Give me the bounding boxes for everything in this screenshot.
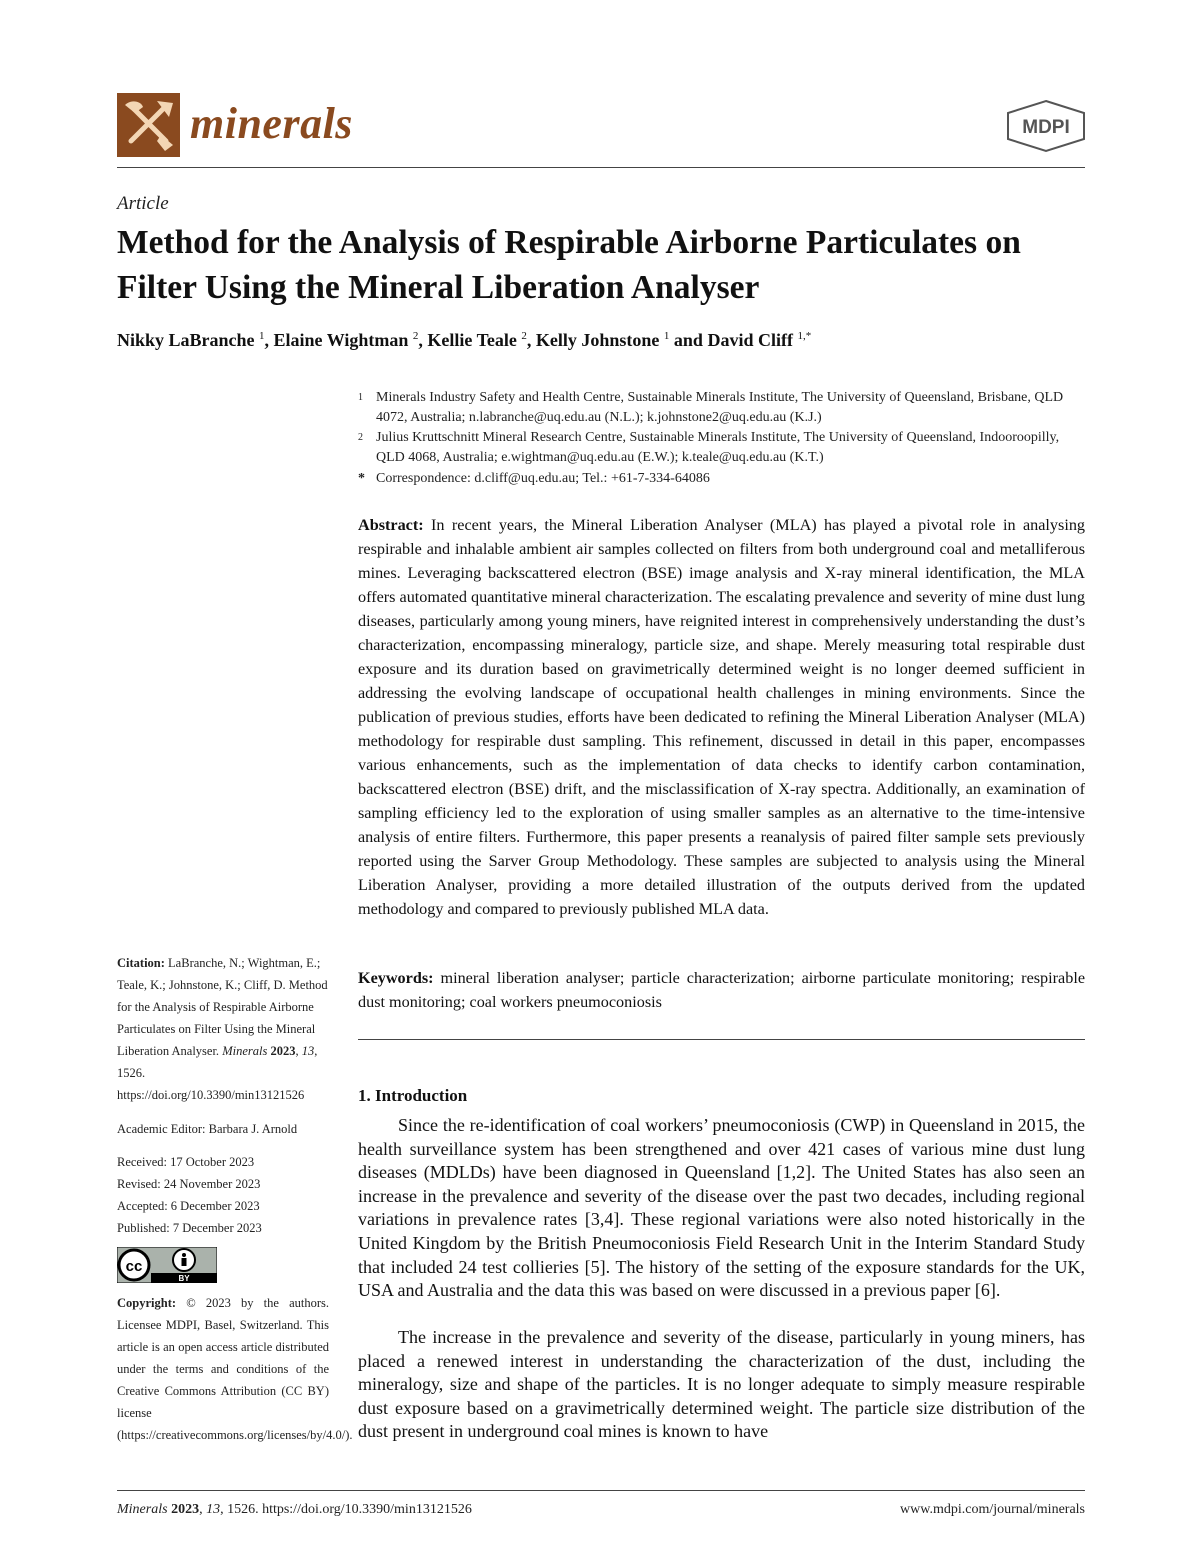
abstract [358, 513, 1085, 921]
date-received: Received: 17 October 2023 [117, 1155, 255, 1169]
correspondence-text: Correspondence: d.cliff@uq.edu.au; Tel.: +61-7-334-64086 [376, 471, 710, 486]
author-name: Kelly Johnstone [535, 330, 664, 350]
copyright-label: Copyright: [117, 1296, 177, 1310]
mdpi-logo-text: MDPI [1022, 117, 1070, 138]
author-affiliation-mark: 1 [259, 330, 265, 342]
copyright-block [117, 1292, 353, 1446]
mdpi-logo-icon [1005, 99, 1087, 153]
citation-journal: Minerals [222, 1044, 268, 1058]
affiliation-mark: 2 [358, 432, 363, 443]
citation-authors: LaBranche, N.; Wightman, E.; Teale, K.; Johnstone, K.; Cliff, D. Method for the Analysis of Respirable Airborne Particulates on Filter Using the Mineral Liberation Analyser. [117, 956, 328, 1058]
affiliation-2 [358, 428, 1088, 468]
footer-volume: 13 [206, 1502, 221, 1517]
affiliation-mark: 1 [358, 392, 363, 403]
author-affiliation-mark: 1,* [797, 330, 812, 342]
academic-editor: Academic Editor: Barbara J. Arnold [117, 1122, 298, 1136]
author-name: Kellie Teale [427, 330, 522, 350]
keywords-text: mineral liberation analyser; particle characterization; airborne particulate monitoring; respirable dust monitoring; coal workers pneumoconiosis [358, 969, 1086, 1011]
citation-volume: 13 [301, 1044, 315, 1058]
footer-divider [117, 1490, 1085, 1491]
section-divider [358, 1039, 1085, 1040]
footer-doi[interactable]: , 1526. https://doi.org/10.3390/min13121526 [220, 1502, 472, 1517]
author-list: Nikky LaBranche $^1$, Elaine Wightman $^2$, Kellie Teale $^2$, Kelly Johnstone $^1$ and David Cliff $^{1,*}$ [117, 330, 812, 350]
abstract-text: In recent years, the Mineral Liberation Analyser (MLA) has played a pivotal role in analysing respirable and inhalable ambient air samples collected on filters from both underground coal and metalliferous mines. Leveraging backscattered electron (BSE) image analysis and X-ray mineral identification, the MLA offers automated quantitative mineral characterization. The escalating prevalence and severity of mine dust lung diseases, particularly among young miners, have reignited interest in comprehensively understanding the dust’s characterization, encompassing mineralogy, particle size, and shape. Merely measuring total respirable dust exposure and its duration based on gravimetrically determined weight is no longer deemed sufficient in addressing the evolving landscape of occupational health challenges in mining environments. Since the publication of previous studies, efforts have been dedicated to refining the Mineral Liberation Analyser (MLA) methodology for respirable dust sampling. This refinement, discussed in detail in this paper, encompasses various enhancements, such as the implementation of data checks to identify carbon contamination, backscattered electron (BSE) drift, and the misclassification of X-ray spectra. Additionally, an examination of sampling efficiency led to the exploration of using smaller samples as an alternative to the time-intensive analysis of entire filters. Furthermore, this paper presents a reanalysis of paired filter sample sets previously reported using the Sarver Group Methodology. These samples are subjected to analysis using the Mineral Liberation Analyser, providing a more detailed illustration of the outputs derived from the updated methodology and compared to previously published MLA data. [358, 516, 1086, 918]
citation-block: Citation: LaBranche, N.; Wightman, E.; Teale, K.; Johnstone, K.; Cliff, D. Method for the Analysis of Respirable Airborne Particulates on Filter Using the Mineral Liberation Analyser. Minerals 2023, 13, 1526. https://doi.org/10.3390/min13121526 [117, 956, 328, 1102]
keywords-label: Keywords: [358, 969, 434, 987]
citation-label: Citation: [117, 956, 165, 970]
date-accepted: Accepted: 6 December 2023 [117, 1199, 260, 1213]
author-name: David Cliff [707, 330, 798, 350]
citation-doi[interactable]: , 1526. https://doi.org/10.3390/min13121526 [117, 1044, 318, 1102]
affiliation-text: Julius Kruttschnitt Mineral Research Centre, Sustainable Minerals Institute, The University of Queensland, Indooroopilly, QLD 4068, Australia; e.wightman@uq.edu.au (E.W.); k.teale@uq.edu.au (K.T.) [376, 430, 1060, 465]
cc-badge-text: BY [178, 1274, 190, 1283]
svg-text:cc: cc [125, 1258, 143, 1275]
copyright-text: © 2023 by the authors. Licensee MDPI, Basel, Switzerland. This article is an open access article distributed under the terms and conditions of the Creative Commons Attribution (CC BY) license (https://creativecommons.org/licenses/by/4.0/). [117, 1296, 353, 1442]
author-affiliation-mark: 1 [663, 330, 670, 342]
author-affiliation-mark: 2 [412, 330, 419, 342]
affiliation-text: Minerals Industry Safety and Health Centre, Sustainable Minerals Institute, The University of Queensland, Brisbane, QLD 4072, Australia; n.labranche@uq.edu.au (N.L.); k.johnstone2@uq.edu.au (K.J.) [376, 390, 1064, 425]
correspondence [358, 469, 1088, 489]
journal-name: minerals [190, 99, 353, 148]
abstract-label: Abstract: [358, 516, 424, 534]
footer-journal: Minerals [117, 1502, 168, 1517]
article-type: Article [117, 193, 169, 214]
keywords [358, 966, 1085, 1014]
author-affiliation-mark: 2 [521, 330, 527, 342]
journal-logo-icon [117, 93, 180, 157]
author-name: Nikky LaBranche [117, 330, 260, 350]
footer-journal-url[interactable]: www.mdpi.com/journal/minerals [900, 1502, 1085, 1517]
citation-year: 2023 [270, 1044, 296, 1058]
cc-by-license-icon[interactable] [117, 1247, 217, 1283]
paper-title: Method for the Analysis of Respirable Airborne Particulates on Filter Using the Mineral Liberation Analyser [117, 224, 1021, 306]
author-name: Elaine Wightman [273, 330, 413, 350]
date-revised: Revised: 24 November 2023 [117, 1177, 261, 1191]
affiliation-1 [358, 388, 1088, 428]
date-published: Published: 7 December 2023 [117, 1221, 262, 1235]
intro-paragraph-2: The increase in the prevalence and severity of the disease, particularly in young miners, has placed a renewed interest in understanding the characterization of the dust, including the mineralogy, size and shape of the particles. It is no longer adequate to simply measure respirable dust exposure based on a gravimetrically determined weight. The particle size distribution of the dust present in underground coal mines is known to have [358, 1327, 1085, 1442]
section-heading: 1. Introduction [358, 1086, 468, 1105]
affiliation-mark: * [358, 471, 365, 486]
footer-year: 2023 [171, 1502, 200, 1517]
header-divider [117, 167, 1085, 168]
footer-citation: Minerals 2023, 13, 1526. https://doi.org/10.3390/min13121526 [117, 1502, 472, 1517]
intro-paragraph-1: Since the re-identification of coal workers’ pneumoconiosis (CWP) in Queensland in 2015, the health surveillance system has been strengthened and over 421 cases of various mine dust lung diseases (MDLDs) have been diagnosed in Queensland [1,2]. The United States has also seen an increase in the prevalence and severity of the disease over the past two decades, including regional variations in prevalence rates [3,4]. These regional variations were also noted historically in the United Kingdom by the British Pneumoconiosis Field Research Unit in the Interim Standard Study that included 24 test collieries [5]. The history of the setting of the exposure standards for the UK, USA and Australia and the data this was based on were discussed in a previous paper [6]. [358, 1115, 1085, 1301]
